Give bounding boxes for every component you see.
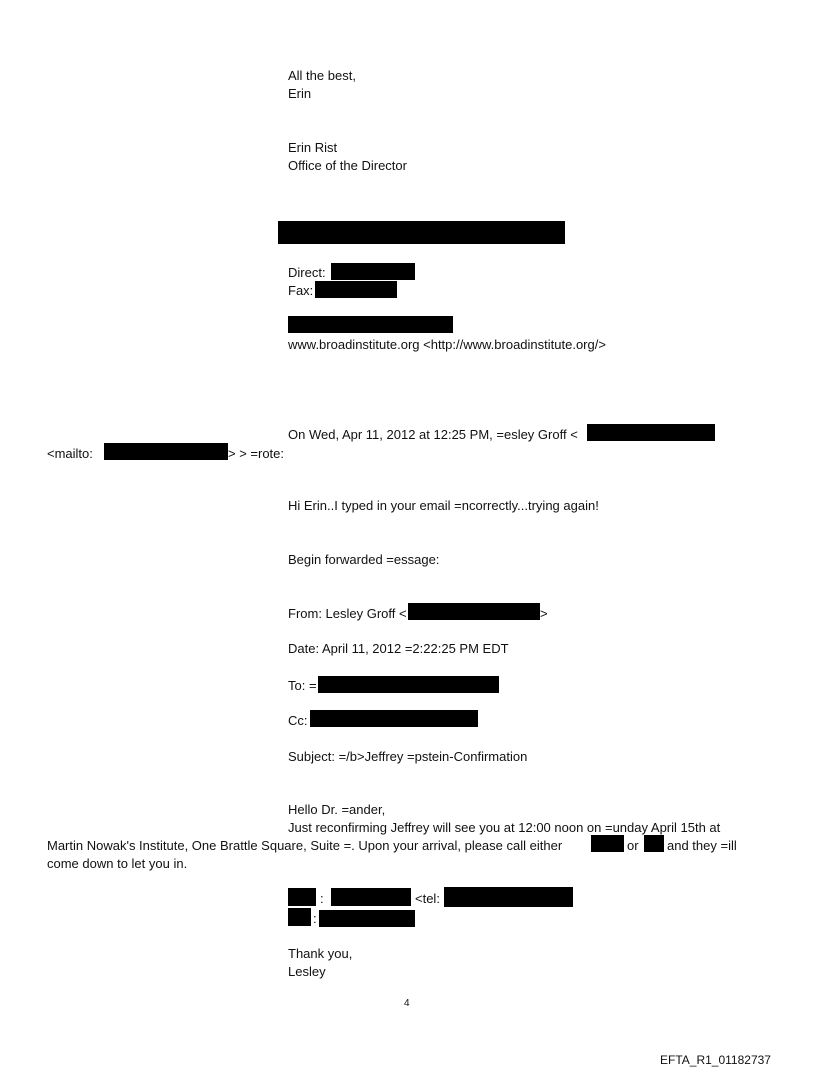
redaction-bar: [591, 835, 624, 852]
document-id: EFTA_R1_01182737: [660, 1053, 771, 1067]
direct-label: Direct:: [288, 265, 326, 280]
redaction-bar: [319, 910, 415, 927]
closing-thanks: Thank you,: [288, 946, 353, 961]
fax-label: Fax:: [288, 283, 314, 298]
quote-header-line: On Wed, Apr 11, 2012 at 12:25 PM, =esley Groff <: [288, 427, 578, 442]
redaction-bar: [587, 424, 715, 441]
from-end: >: [540, 606, 548, 621]
redaction-bar: [104, 443, 228, 460]
sender-full-name: Erin Rist: [288, 140, 338, 155]
redaction-bar: [288, 316, 453, 333]
redaction-bar: [331, 888, 411, 906]
redaction-bar: [331, 263, 415, 280]
tel-label: <tel:: [415, 891, 440, 906]
contact-colon: :: [320, 891, 324, 906]
body-line-1: Just reconfirming Jeffrey will see you at 12:00 noon on =unday April 15th at: [288, 820, 721, 835]
greeting: Hello Dr. =ander,: [288, 802, 386, 817]
website-link[interactable]: www.broadinstitute.org <http://www.broadinstitute.org/>: [288, 337, 606, 352]
forwarded-label: Begin forwarded =essage:: [288, 552, 440, 567]
date-line: Date: April 11, 2012 =2:22:25 PM EDT: [288, 641, 509, 656]
subject-line: Subject: =/b>Jeffrey =pstein-Confirmation: [288, 749, 528, 764]
sender-title: Office of the Director: [288, 158, 407, 173]
redaction-bar: [288, 908, 311, 926]
contact-colon: :: [313, 911, 317, 926]
redaction-bar: [310, 710, 478, 727]
body-line-3: come down to let you in.: [47, 856, 188, 871]
sender-first-name: Erin: [288, 86, 312, 101]
redaction-bar: [288, 888, 316, 906]
to-label: To: =: [288, 678, 317, 693]
redaction-bar: [444, 887, 573, 907]
page-number: 4: [404, 998, 410, 1009]
closing-name: Lesley: [288, 964, 326, 979]
mailto-suffix: > > =rote:: [228, 446, 285, 461]
closing-text: All the best,: [288, 68, 356, 83]
redaction-bar: [318, 676, 499, 693]
redaction-bar: [644, 835, 664, 852]
redaction-bar: [408, 603, 540, 620]
cc-label: Cc:: [288, 713, 308, 728]
body-line-2-end: and they =ill: [667, 838, 737, 853]
body-line-2-or: or: [627, 838, 639, 853]
message-body: Hi Erin..I typed in your email =ncorrectly...trying again!: [288, 498, 599, 513]
redaction-bar: [315, 281, 397, 298]
from-label: From: Lesley Groff <: [288, 606, 407, 621]
mailto-prefix: <mailto:: [47, 446, 93, 461]
redaction-bar: [278, 221, 565, 244]
body-line-2-start: Martin Nowak's Institute, One Brattle Square, Suite =. Upon your arrival, please call either: [47, 838, 563, 853]
